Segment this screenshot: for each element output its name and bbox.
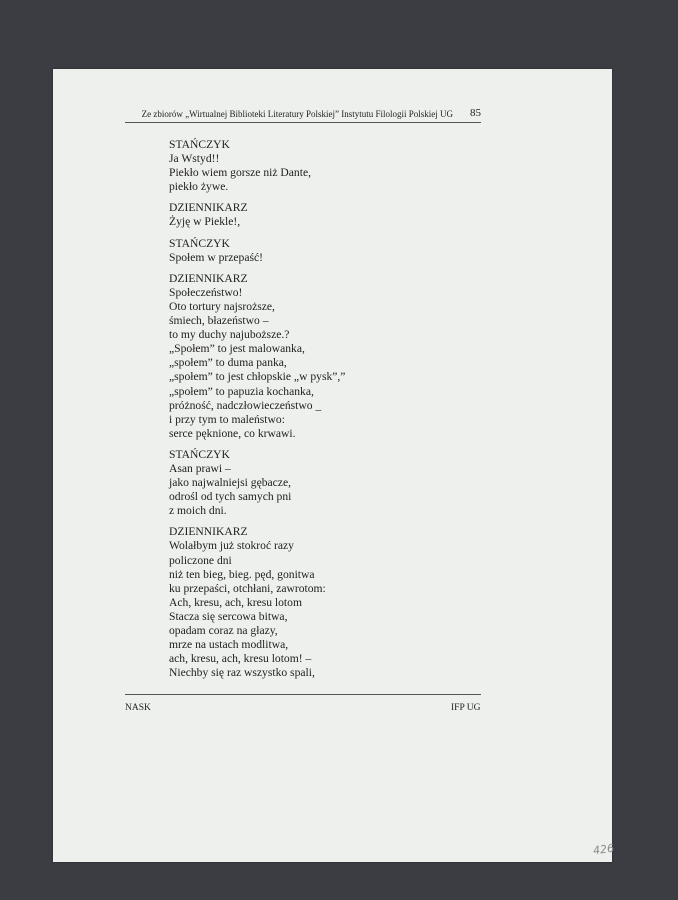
speaker-name: STAŃCZYK	[169, 236, 230, 250]
verse-line: Asan prawi –	[169, 461, 231, 475]
footer-left: NASK	[125, 703, 151, 713]
page-number: 85	[470, 107, 481, 119]
verse-line: i przy tym to maleństwo:	[169, 412, 285, 426]
verse-line: ach, kresu, ach, kresu lotom! –	[169, 652, 312, 666]
verse-line: Żyję w Piekle!,	[169, 215, 241, 229]
verse-line: „społem” to duma panka,	[169, 356, 287, 370]
speaker-name: STAŃCZYK	[169, 138, 230, 151]
dialogue-block	[169, 448, 489, 518]
verse-line: Stacza się sercowa bitwa,	[169, 609, 288, 623]
verse-line: śmiech, błazeństwo –	[169, 314, 269, 328]
dialogue-block	[169, 201, 489, 229]
verse-line: „społem” to papuzia kochanka,	[169, 384, 314, 398]
header-rule	[125, 122, 481, 123]
pencil-annotation: 426	[592, 841, 615, 858]
verse-line: Społem w przepaść!	[169, 250, 264, 264]
verse-line: jako najwalniejsi gębacze,	[169, 476, 292, 490]
footer-rule	[125, 694, 481, 695]
speaker-name: DZIENNIKARZ	[169, 525, 248, 539]
verse-line: „społem” to jest chłopskie „w pysk”,”	[169, 370, 346, 384]
verse-line: Ach, kresu, ach, kresu lotom	[169, 595, 302, 609]
speaker-name: DZIENNIKARZ	[169, 201, 248, 215]
verse-line: Społeczeństwo!	[169, 285, 243, 299]
header-text: Ze zbiorów „Wirtualnej Biblioteki Literatury Polskiej” Instytutu Filologii Polskiej UG	[141, 109, 453, 119]
running-header	[125, 107, 481, 121]
verse-line: z moich dni.	[169, 504, 227, 518]
verse-line: Oto tortury najsroższe,	[169, 299, 275, 313]
verse-line: Niechby się raz wszystko spali,	[169, 666, 315, 680]
verse-line: serce pęknione, co krwawi.	[169, 426, 296, 440]
verse-line: odrośl od tych samych pni	[169, 490, 292, 504]
dialogue-body	[169, 138, 489, 687]
verse-line: Piekło wiem gorsze niż Dante,	[169, 166, 311, 180]
dialogue-block	[169, 138, 489, 194]
verse-line: ku przepaści, otchłani, zawrotom:	[169, 581, 326, 595]
verse-line: niż ten bieg, bieg. pęd, gonitwa	[169, 567, 315, 581]
verse-line: piekło żywe.	[169, 180, 229, 194]
verse-line: to my duchy najuboższe.?	[169, 328, 290, 342]
document-page	[53, 69, 612, 862]
verse-line: opadam coraz na głazy,	[169, 624, 278, 637]
verse-line: mrze na ustach modlitwa,	[169, 638, 289, 652]
verse-line: próżność, nadczłowieczeństwo _	[169, 398, 322, 412]
footer-right: IFP UG	[451, 703, 481, 713]
verse-line: „Społem” to jest malowanka,	[169, 342, 305, 356]
verse-line: Wolałbym już stokroć razy	[169, 539, 294, 553]
verse-line: policzone dni	[169, 553, 232, 567]
dialogue-block	[169, 237, 489, 265]
dialogue-block	[169, 525, 489, 680]
dialogue-block	[169, 272, 489, 441]
verse-line: Ja Wstyd!!	[169, 152, 220, 166]
speaker-name: DZIENNIKARZ	[169, 271, 248, 285]
speaker-name: STAŃCZYK	[169, 447, 230, 461]
